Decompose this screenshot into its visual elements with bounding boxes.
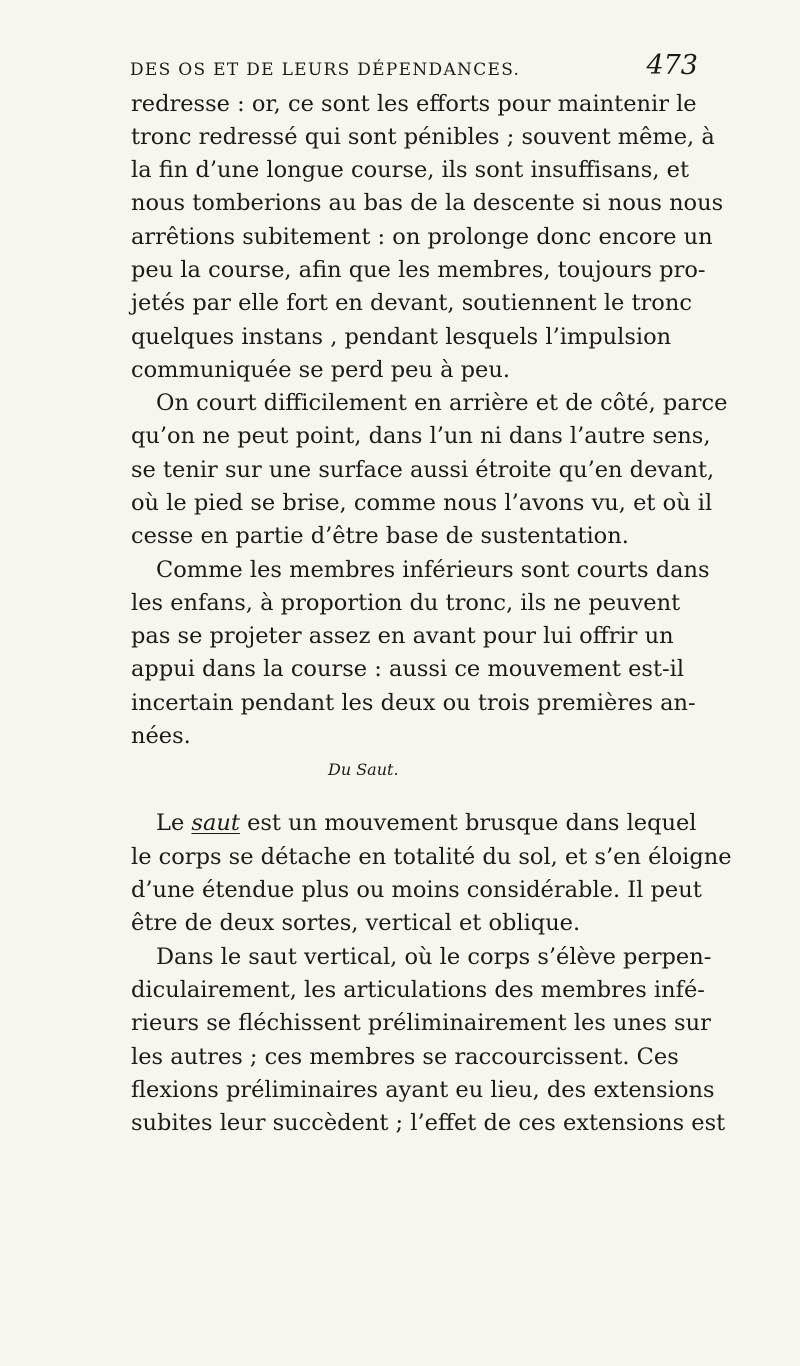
text-line: Comme les membres inférieurs sont courts dans [156, 557, 710, 583]
running-title: DES OS ET DE LEURS DÉPENDANCES. [130, 60, 521, 80]
text-line: être de deux sortes, vertical et oblique. [131, 910, 581, 936]
text-line: d’une étendue plus ou moins considérable. Il peut [131, 877, 702, 903]
text-line: rieurs se fléchissent préliminairement les unes sur [131, 1010, 711, 1036]
text-line: où le pied se brise, comme nous l’avons vu, et où il [131, 490, 713, 516]
text-line: peu la course, afin que les membres, toujours pro- [131, 257, 706, 283]
text-line: redresse : or, ce sont les efforts pour maintenir le [131, 91, 697, 117]
text-line: communiquée se perd peu à peu. [131, 357, 511, 383]
text-line: flexions préliminaires ayant eu lieu, des extensions [131, 1077, 715, 1103]
text-line: On court difficilement en arrière et de côté, parce [156, 390, 728, 416]
text-line: les enfans, à proportion du tronc, ils ne peuvent [131, 590, 681, 616]
text-line: diculairement, les articulations des membres infé- [131, 977, 705, 1003]
text-line: pas se projeter assez en avant pour lui offrir un [131, 623, 674, 649]
text-line: nous tomberions au bas de la descente si nous nous [131, 190, 724, 216]
running-head [130, 50, 700, 90]
text-line: qu’on ne peut point, dans l’un ni dans l’autre sens, [131, 423, 711, 449]
text-line-first [156, 808, 696, 838]
text-line: nées. [131, 723, 191, 749]
text-line: se tenir sur une surface aussi étroite qu’en devant, [131, 457, 715, 483]
text-line: incertain pendant les deux ou trois premières an- [131, 690, 696, 716]
text-line: quelques instans , pendant lesquels l’impulsion [131, 324, 672, 350]
text-prefix: Le [156, 810, 192, 836]
text-line: les autres ; ces membres se raccourcissent. Ces [131, 1044, 679, 1070]
text-line: arrêtions subitement : on prolonge donc encore un [131, 224, 713, 250]
text-line: cesse en partie d’être base de sustentation. [131, 523, 629, 549]
text-line: Dans le saut vertical, où le corps s’élève perpen- [156, 944, 712, 970]
text-line: jetés par elle fort en devant, soutiennent le tronc [131, 290, 692, 316]
page-number: 473 [646, 50, 698, 81]
italic-term: saut [191, 810, 240, 836]
text-rest: est un mouvement brusque dans lequel [239, 810, 697, 836]
section-heading: Du Saut. [328, 760, 399, 779]
text-line: tronc redressé qui sont pénibles ; souvent même, à [131, 124, 715, 150]
text-line: appui dans la course : aussi ce mouvement est-il [131, 656, 685, 682]
text-line: la fin d’une longue course, ils sont insuffisans, et [131, 157, 690, 183]
text-line: le corps se détache en totalité du sol, et s’en éloigne [131, 844, 732, 870]
text-line: subites leur succèdent ; l’effet de ces extensions est [131, 1110, 726, 1136]
